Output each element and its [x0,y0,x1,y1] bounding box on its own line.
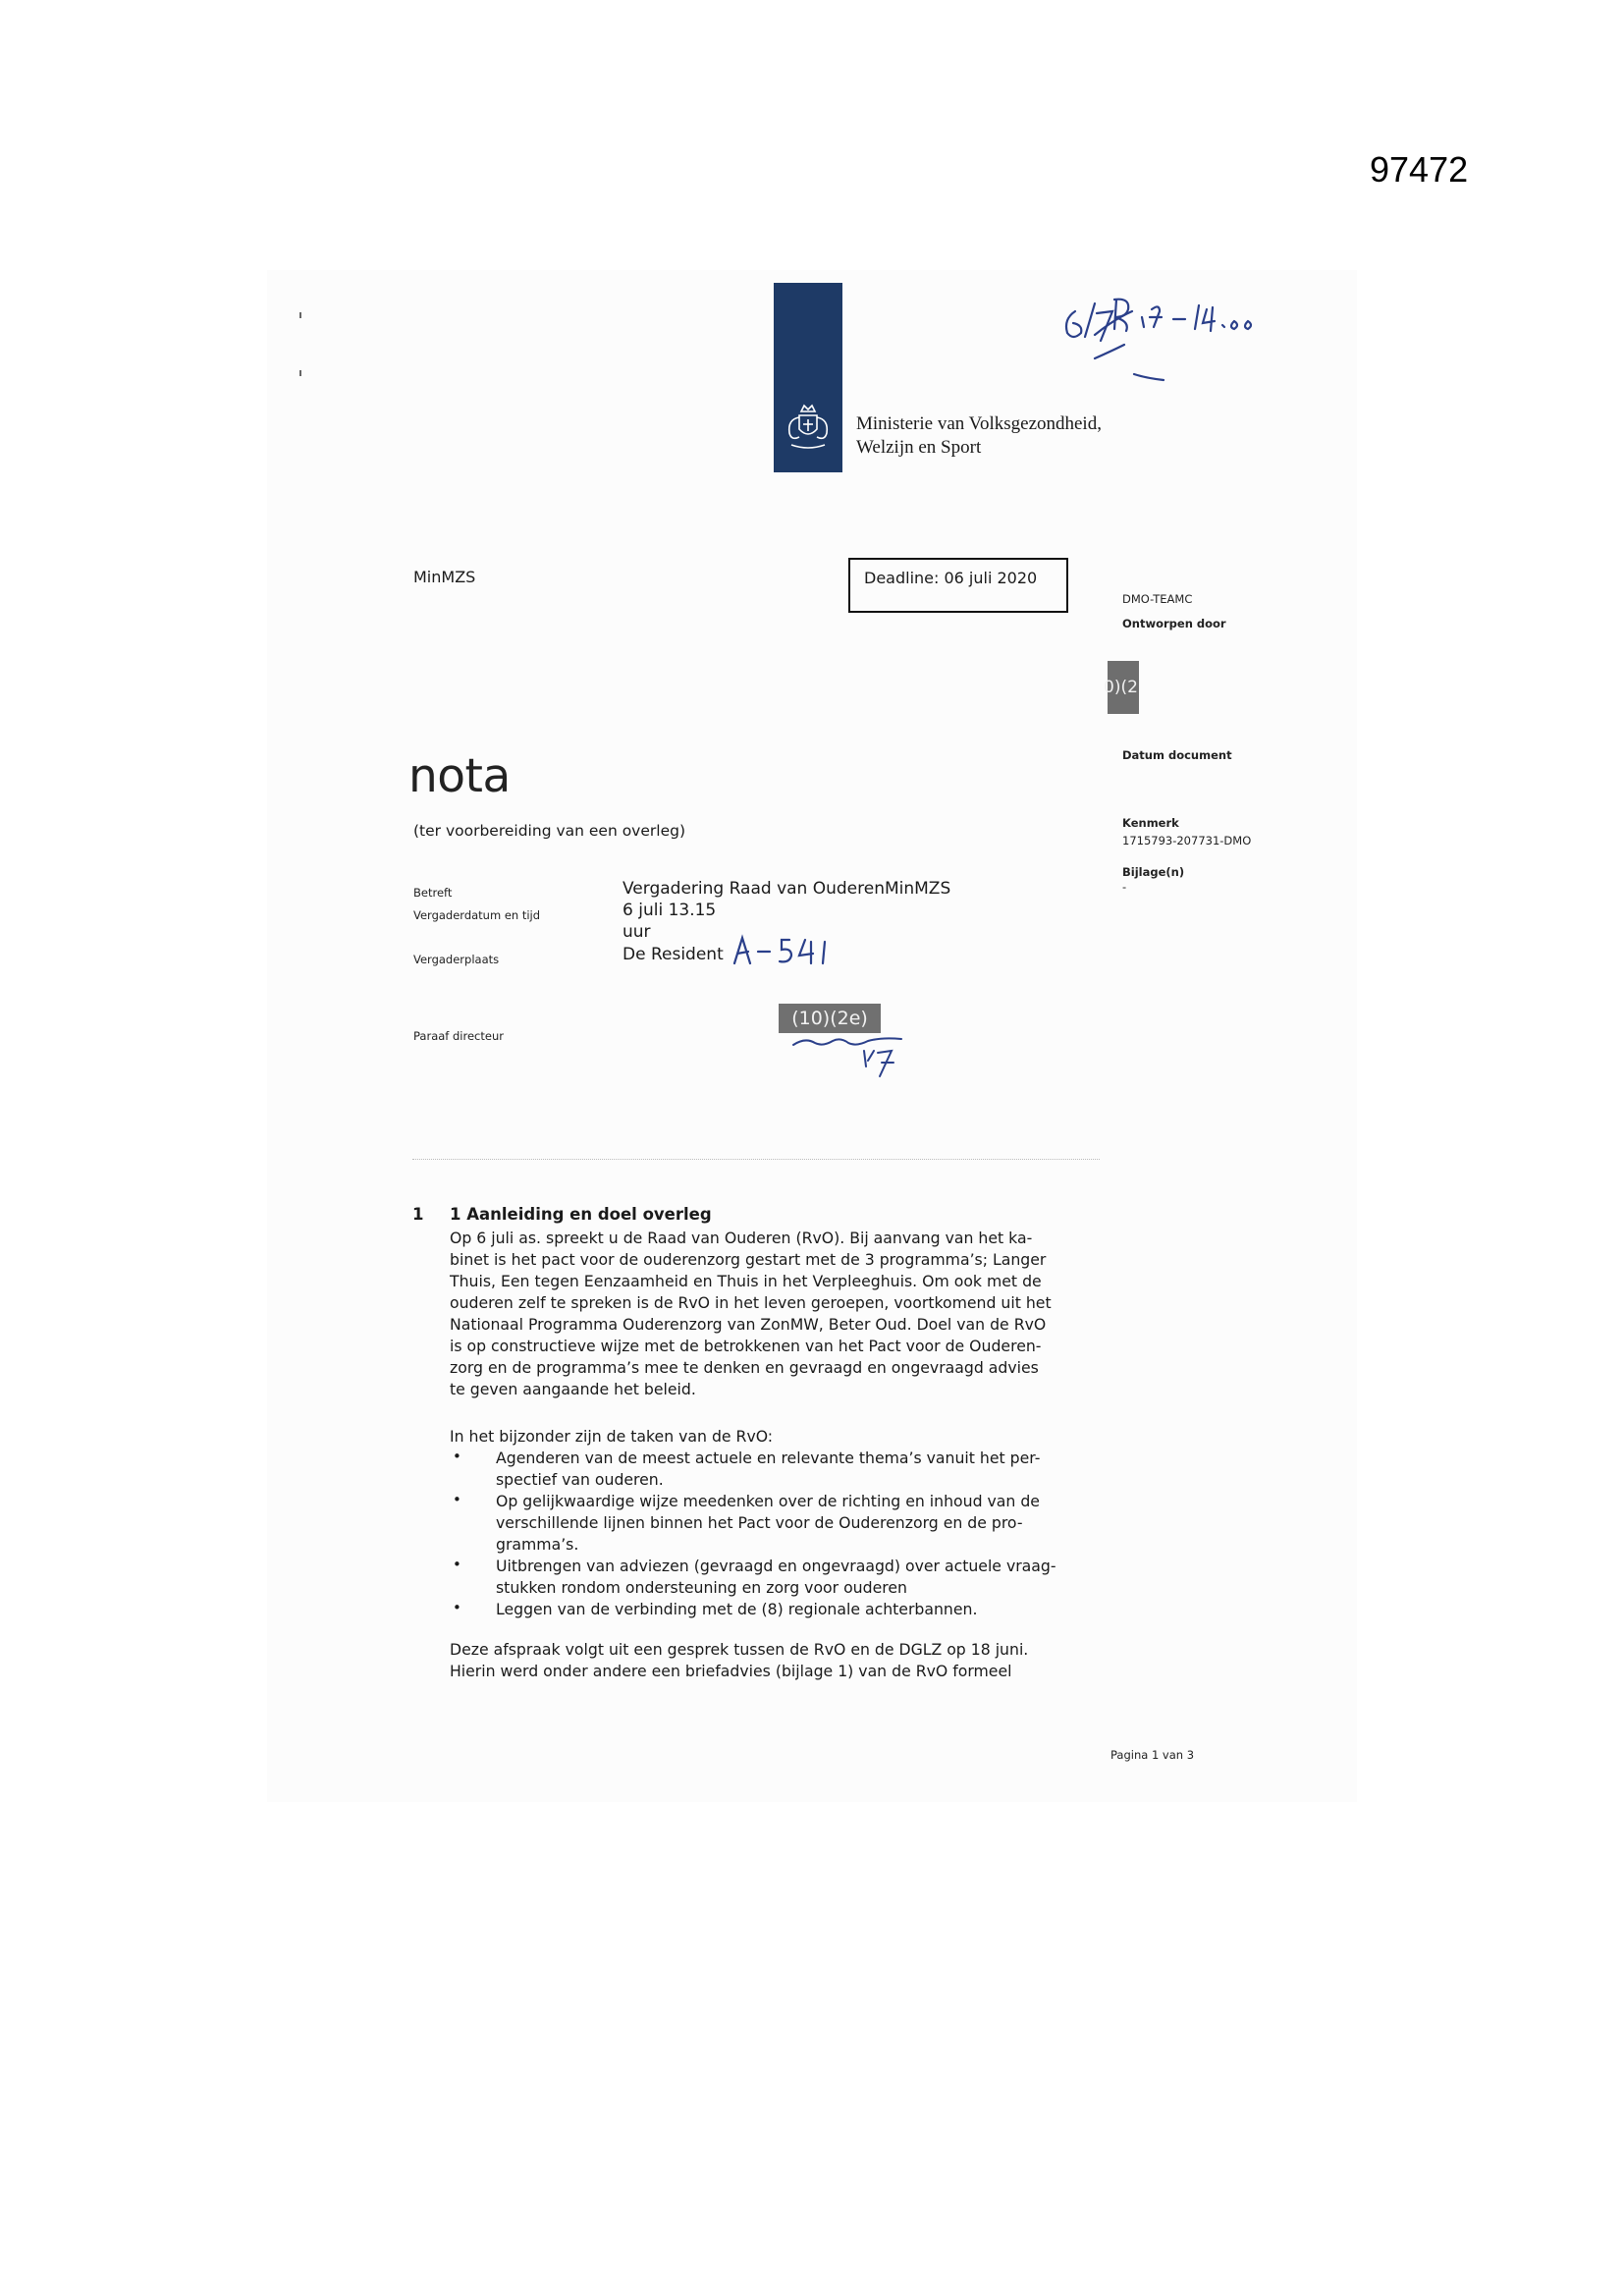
scan-mark [299,370,301,376]
list-intro: In het bijzonder zijn de taken van de RvO: [450,1427,774,1446]
list-item-line: Agenderen van de meest actuele en relevante thema’s vanuit het per- [496,1449,1041,1467]
bullet-icon: • [453,1491,461,1508]
subject-value: Vergadering Raad van OuderenMinMZS [623,879,951,899]
director-label: Paraaf directeur [413,1029,504,1043]
list-item-line: Uitbrengen van adviezen (gevraagd en ongevraagd) over actuele vraag- [496,1557,1056,1575]
location-label: Vergaderplaats [413,953,500,966]
paragraph-line: ouderen zelf te spreken is de RvO in het leven geroepen, voortkomend uit het [450,1293,1052,1312]
paragraph-line: te geven aangaande het beleid. [450,1380,696,1398]
list-item-line: stukken rondom ondersteuning en zorg voor ouderen [496,1578,907,1597]
paragraph-line: zorg en de programma’s mee te denken en gevraagd en ongevraagd advies [450,1358,1039,1377]
scan-mark [299,312,301,318]
list-item-line: Op gelijkwaardige wijze meedenken over de richting en inhoud van de [496,1492,1040,1510]
handwritten-date-annotation [1056,290,1306,398]
bullet-icon: • [453,1556,461,1573]
sidebar-date-label: Datum document [1122,748,1232,762]
datetime-label: Vergaderdatum en tijd [413,908,541,922]
paragraph-line: binet is het pact voor de ouderenzorg gestart met de 3 programma’s; Langer [450,1250,1047,1269]
list-item [496,1599,977,1620]
list-item-line: gramma’s. [496,1535,579,1554]
sidebar-designed-by-label: Ontworpen door [1122,617,1226,630]
paragraph-line: Hierin werd onder andere een briefadvies (bijlage 1) van de RvO formeel [450,1662,1012,1680]
datetime-value: 6 juli 13.15 [623,901,717,920]
royal-crest-icon [778,398,839,459]
paragraph [450,1228,1052,1400]
ministry-name-line2: Welzijn en Sport [856,437,982,458]
redaction-box: (10)(2e) [779,1004,881,1033]
paragraph-line: is op constructieve wijze met de betrokkenen van het Pact voor de Ouderen- [450,1337,1042,1355]
sidebar-attachments-label: Bijlage(n) [1122,865,1185,879]
paragraph-line: Thuis, Een tegen Eenzaamheid en Thuis in het Verpleeghuis. Om ook met de [450,1272,1042,1290]
sidebar-team: DMO-TEAMC [1122,592,1193,606]
document-type: nota [408,749,511,803]
datetime-value-unit: uur [623,922,651,942]
paragraph-line: Nationaal Programma Ouderenzorg van ZonMW, Beter Oud. Doel van de RvO [450,1315,1047,1334]
list-item [496,1448,1040,1491]
sidebar-reference-value: 1715793-207731-DMO [1122,834,1252,847]
list-item [496,1491,1040,1556]
paragraph-line: Deze afspraak volgt uit een gesprek tussen de RvO en de DGLZ op 18 juni. [450,1640,1029,1659]
subject-label: Betreft [413,886,453,900]
ministry-name [856,412,1102,460]
section-heading: 1 Aanleiding en doel overleg [450,1205,712,1224]
paragraph-line: Op 6 juli as. spreekt u de Raad van Ouderen (RvO). Bij aanvang van het ka- [450,1229,1033,1247]
section-number: 1 [412,1205,424,1224]
sender: MinMZS [413,568,476,586]
handwritten-initials-signature [776,1027,923,1081]
bullet-icon: • [453,1448,461,1465]
list-item-line: spectief van ouderen. [496,1470,664,1489]
document-number: 97472 [1370,149,1469,190]
page-number: Pagina 1 van 3 [1110,1748,1195,1762]
list-item-line: Leggen van de verbinding met de (8) regionale achterbannen. [496,1600,978,1618]
document-subtitle: (ter voorbereiding van een overleg) [413,822,685,840]
sidebar-attachments-value: - [1122,880,1127,894]
divider [412,1159,1100,1160]
list-item-line: verschillende lijnen binnen het Pact voor de Ouderenzorg en de pro- [496,1513,1023,1532]
ministry-name-line1: Ministerie van Volksgezondheid, [856,413,1102,434]
list-item [496,1556,1056,1599]
redaction-box: 0)(2 [1108,661,1139,714]
sidebar-reference-label: Kenmerk [1122,816,1179,830]
bullet-icon: • [453,1599,461,1616]
deadline: Deadline: 06 juli 2020 [864,569,1038,587]
handwritten-room-number [729,934,841,968]
location-value: De Resident [623,945,724,964]
paragraph [450,1639,1028,1682]
